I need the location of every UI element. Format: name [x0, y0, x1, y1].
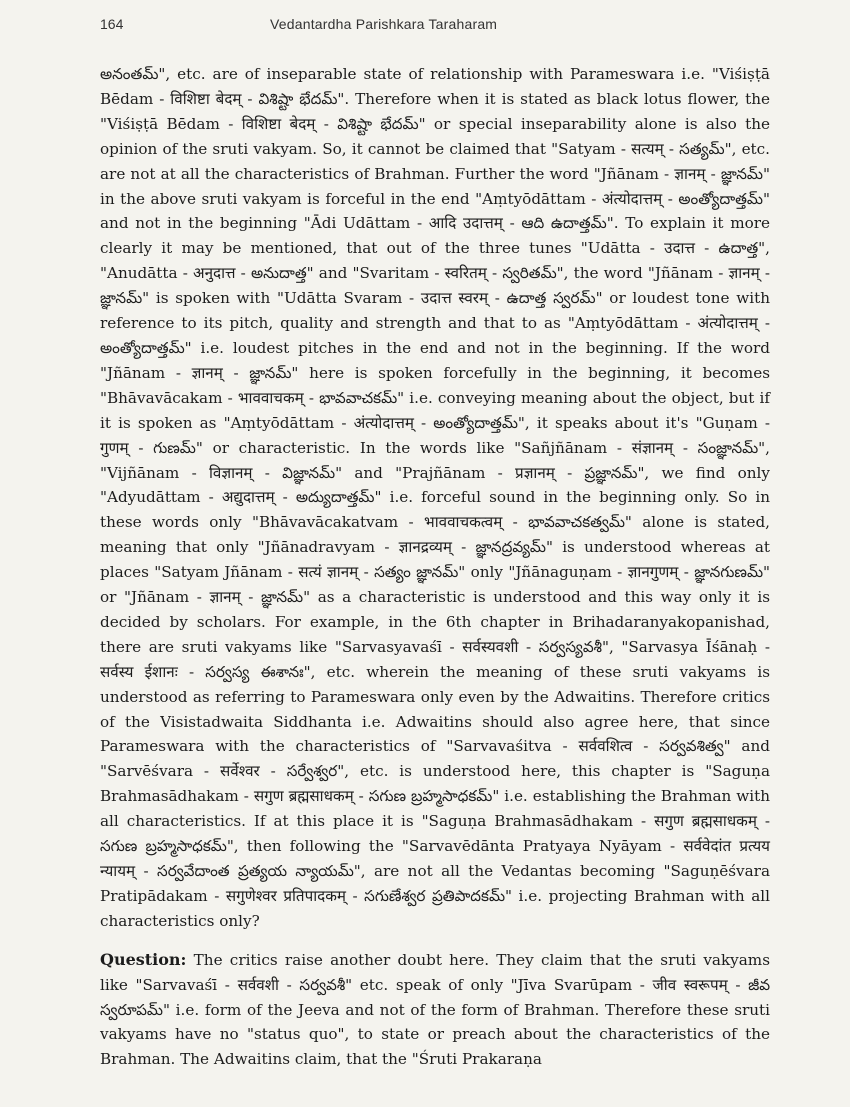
page-number: 164 [100, 16, 124, 32]
paragraph: అనంతమ్", etc. are of inseparable state of relationship with Parameswara i.e. "Viśiṣṭā Bēdam - विशिष्टा बेदम् - విశిష్టా భేదమ్". Therefore when it is stated as black lotus flower, the "Viśiṣṭā Bēdam - विशिष्टा बेदम् - విశిష్టా భేదమ్" or special inseparability alone is also the opinion of the sruti vakyam. So, it cannot be claimed that "Satyam - सत्यम् - సత్యమ్", etc. are not at all the characteristics of Brahman. Further the word "Jñānam - ज्ञानम् - జ్ఞానమ్" in the above sruti vakyam is forceful in the end "Aṃtyōdāttam - अंत्योदात्तम् - అంత్యోదాత్తమ్" and not in the beginning "Ādi Udāttam - आदि उदात्तम् - ఆది ఉదాత్తమ్". To explain it more clearly it may be mentioned, that out of the three tunes "Udātta - उदात्त - ఉదాత్త", "Anudātta - अनुदात्त - అనుదాత్త" and "Svaritam - स्वरितम् - స్వరితమ్", the word "Jñānam - ज्ञानम् - జ్ఞానమ్" is spoken with "Udātta Svaram - उदात्त स्वरम् - ఉదాత్త స్వరమ్" or loudest tone with reference to its pitch, quality and strength and that to as "Aṃtyōdāttam - अंत्योदात्तम् - అంత్యోదాత్తమ్" i.e. loudest pitches in the end and not in the beginning. If the word "Jñānam - ज्ञानम् - జ్ఞానమ్" here is spoken forcefully in the beginning, it becomes "Bhāvavācakam - भाववाचकम् - భావవాచకమ్" i.e. conveying meaning about the object, but if it is spoken as "Aṃtyōdāttam - अंत्योदात्तम् - అంత్యోదాత్తమ్", it speaks about it's "Guṇam - गुणम् - గుణమ్" or characteristic. In the words like "Sañjñānam - संज्ञानम् - సంజ్ఞానమ్", "Vijñānam - विज्ञानम् - విజ్ఞానమ్" and "Prajñānam - प्रज्ञानम् - ప్రజ్ఞానమ్", we find only "Adyudāttam - अद्युदात्तम् - అద్యుదాత్తమ్" i.e. forceful sound in the beginning only. So in these words only "Bhāvavācakatvam - भाववाचकत्वम् - భావవాచకత్వమ్" alone is stated, meaning that only "Jñānadravyam - ज्ञानद्रव्यम् - జ్ఞానద్రవ్యమ్" is understood whereas at places "Satyam Jñānam - सत्यं ज्ञानम् - సత్యం జ్ఞానమ్" only "Jñānaguṇam - ज्ञानगुणम् - జ్ఞానగుణమ్" or "Jñānam - ज्ञानम् - జ్ఞానమ్" as a characteristic is understood and this way only it is decided by scholars. For example, in the 6th chapter in Brihadaranyakopanishad, there are sruti vakyams like "Sarvasyavaśī - सर्वस्यवशी - సర్వస్యవశీ", "Sarvasya Īśānaḥ - सर्वस्य ईशानः - సర్వస్య ఈశానః", etc. wherein the meaning of these sruti vakyams is understood as referring to Parameswara only even by the Adwaitins. Therefore critics of the Visistadwaita Siddhanta i.e. Adwaitins should also agree here, that since Parameswara with the characteristics of "Sarvavaśitva - सर्ववशित्व - సర్వవశిత్వ" and "Sarvēśvara - सर्वेश्वर - సర్వేశ్వర", etc. is understood here, this chapter is "Saguṇa Brahmasādhakam - सगुण ब्रह्मसाधकम् - సగుణ బ్రహ్మసాధకమ్" i.e. establishing the Brahman with all characteristics. If at this place it is "Saguṇa Brahmasādhakam - सगुण ब्रह्मसाधकम् - సగుణ బ్రహ్మసాధకమ్", then following the "Sarvavēdānta Pratyaya Nyāyam - सर्ववेदांत प्रत्यय न्यायम् - సర్వవేదాంత ప్రత్యయ న్యాయమ్", are not all the Vedantas becoming "Saguṇēśvara Pratipādakam - सगुणेश्वर प्रतिपादकम् - సగుణేశ్వర ప్రతిపాదకమ్" i.e. projecting Brahman with all characteristics only? [100, 65, 770, 930]
question-text: The critics raise another doubt here. They claim that the sruti vakyams like "Sarvavaśī - सर्ववशी - సర్వవశీ" etc. speak of only "Jīva Svarūpam - जीव स्वरूपम् - జీవ స్వరూపమ్" i.e. form of the Jeeva and not of the form of Brahman. Therefore these sruti vakyams have no "status quo", to state or preach about the characteristics of the Brahman. The Adwaitins claim, that the "Śruti Prakaraṇa [100, 950, 770, 1069]
question-paragraph [100, 948, 770, 1073]
question-label: Question: [100, 949, 187, 969]
body-text [100, 62, 770, 1072]
page-header [100, 12, 770, 34]
running-title: Vedantardha Parishkara Taraharam [270, 16, 498, 32]
